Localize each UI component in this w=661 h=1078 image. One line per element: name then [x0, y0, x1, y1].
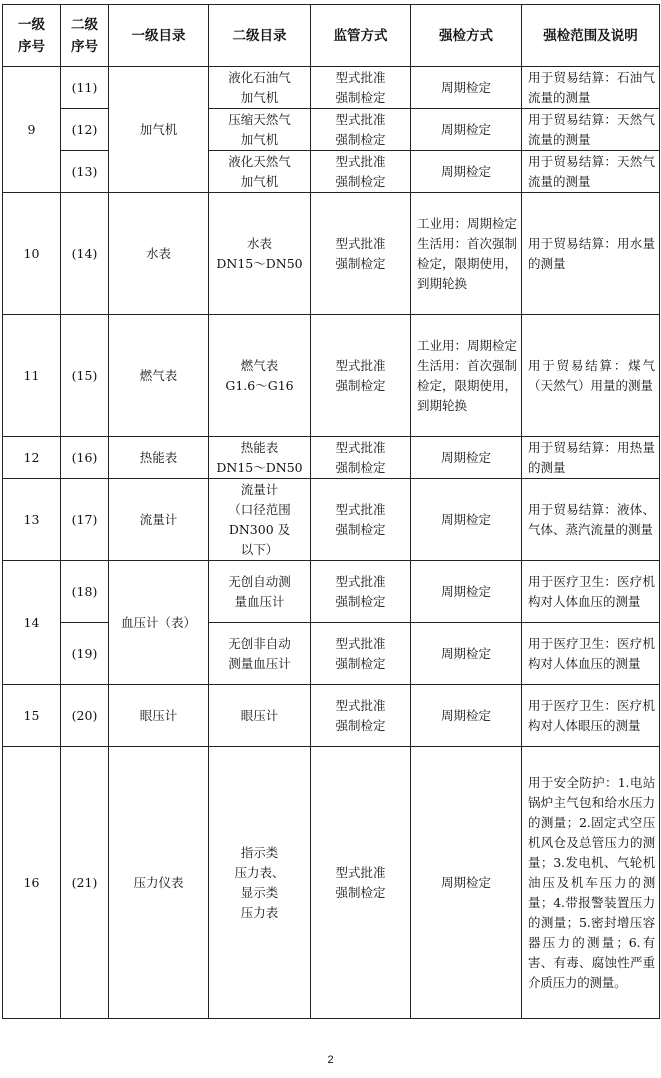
l2-cat: 无创非自动 测量血压计 — [209, 623, 311, 685]
inspection: 周期检定 — [411, 67, 522, 109]
l2-no: (18) — [61, 561, 109, 623]
supervision: 型式批准 强制检定 — [311, 479, 411, 561]
l2-cat: 眼压计 — [209, 685, 311, 747]
scope: 用于安全防护：1.电站锅炉主气包和给水压力的测量；2.固定式空压机风仓及总管压力的测量；3.发电机、气轮机油压及机车压力的测量；4.带报警装置压力的测量；5.密封增压容器压力的测量；6.有害、有毒、腐蚀性严重介质压力的测量。 — [522, 747, 660, 1019]
table-row — [3, 747, 660, 1019]
supervision: 型式批准 强制检定 — [311, 561, 411, 623]
l1-no: 9 — [3, 67, 61, 193]
inspection: 周期检定 — [411, 561, 522, 623]
scope: 用于医疗卫生：医疗机构对人体血压的测量 — [522, 623, 660, 685]
l1-cat: 血压计（表） — [109, 561, 209, 685]
scope: 用于医疗卫生：医疗机构对人体血压的测量 — [522, 561, 660, 623]
l2-no: (13) — [61, 151, 109, 193]
l1-no: 16 — [3, 747, 61, 1019]
l2-no: (20) — [61, 685, 109, 747]
l1-cat: 热能表 — [109, 437, 209, 479]
l1-cat: 燃气表 — [109, 315, 209, 437]
l1-cat: 水表 — [109, 193, 209, 315]
table-row — [3, 623, 660, 685]
scope: 用于贸易结算：天然气流量的测量 — [522, 109, 660, 151]
table-row — [3, 561, 660, 623]
table-row — [3, 479, 660, 561]
inspection: 周期检定 — [411, 151, 522, 193]
l2-no: (14) — [61, 193, 109, 315]
supervision: 型式批准 强制检定 — [311, 437, 411, 479]
scope: 用于贸易结算：天然气流量的测量 — [522, 151, 660, 193]
l2-cat: 压缩天然气 加气机 — [209, 109, 311, 151]
l2-cat: 水表 DN15～DN50 — [209, 193, 311, 315]
inspection: 周期检定 — [411, 437, 522, 479]
header-l2-no: 二级 序号 — [61, 5, 109, 67]
l2-no: (21) — [61, 747, 109, 1019]
supervision: 型式批准 强制检定 — [311, 109, 411, 151]
instrument-catalog-table — [2, 4, 660, 1019]
table-row — [3, 67, 660, 109]
scope: 用于贸易结算：液体、气体、蒸汽流量的测量 — [522, 479, 660, 561]
header-inspection: 强检方式 — [411, 5, 522, 67]
supervision: 型式批准 强制检定 — [311, 623, 411, 685]
l2-cat: 指示类 压力表、 显示类 压力表 — [209, 747, 311, 1019]
l2-cat: 流量计 （口径范围 DN300 及 以下） — [209, 479, 311, 561]
supervision: 型式批准 强制检定 — [311, 685, 411, 747]
header-l1-cat: 一级目录 — [109, 5, 209, 67]
l1-no: 11 — [3, 315, 61, 437]
supervision: 型式批准 强制检定 — [311, 67, 411, 109]
inspection: 周期检定 — [411, 623, 522, 685]
l1-cat: 眼压计 — [109, 685, 209, 747]
scope: 用于贸易结算：用水量的测量 — [522, 193, 660, 315]
table-row — [3, 315, 660, 437]
header-supervision: 监管方式 — [311, 5, 411, 67]
header-scope: 强检范围及说明 — [522, 5, 660, 67]
table-row — [3, 151, 660, 193]
l2-no: (19) — [61, 623, 109, 685]
l2-cat: 液化天然气 加气机 — [209, 151, 311, 193]
supervision: 型式批准 强制检定 — [311, 151, 411, 193]
inspection: 周期检定 — [411, 479, 522, 561]
l2-cat: 热能表 DN15～DN50 — [209, 437, 311, 479]
header-l1-no: 一级 序号 — [3, 5, 61, 67]
scope: 用于贸易结算：用热量的测量 — [522, 437, 660, 479]
l1-no: 12 — [3, 437, 61, 479]
l1-cat: 压力仪表 — [109, 747, 209, 1019]
l2-no: (11) — [61, 67, 109, 109]
inspection: 周期检定 — [411, 685, 522, 747]
supervision: 型式批准 强制检定 — [311, 315, 411, 437]
l2-cat: 无创自动测 量血压计 — [209, 561, 311, 623]
l1-no: 14 — [3, 561, 61, 685]
l1-cat: 流量计 — [109, 479, 209, 561]
table-row — [3, 193, 660, 315]
page-number: 2 — [327, 1054, 334, 1066]
table-row — [3, 437, 660, 479]
l2-cat: 燃气表 G1.6～G16 — [209, 315, 311, 437]
inspection: 工业用：周期检定 生活用：首次强制检定，限期使用，到期轮换 — [411, 315, 522, 437]
l1-no: 13 — [3, 479, 61, 561]
scope: 用于贸易结算：石油气流量的测量 — [522, 67, 660, 109]
table-row — [3, 685, 660, 747]
l2-no: (16) — [61, 437, 109, 479]
supervision: 型式批准 强制检定 — [311, 193, 411, 315]
l1-no: 15 — [3, 685, 61, 747]
l1-no: 10 — [3, 193, 61, 315]
l2-no: (12) — [61, 109, 109, 151]
header-l2-cat: 二级目录 — [209, 5, 311, 67]
l2-cat: 液化石油气 加气机 — [209, 67, 311, 109]
table-row — [3, 109, 660, 151]
scope: 用于医疗卫生：医疗机构对人体眼压的测量 — [522, 685, 660, 747]
inspection: 周期检定 — [411, 747, 522, 1019]
supervision: 型式批准 强制检定 — [311, 747, 411, 1019]
l2-no: (17) — [61, 479, 109, 561]
l2-no: (15) — [61, 315, 109, 437]
table-header-row — [3, 5, 660, 67]
inspection: 周期检定 — [411, 109, 522, 151]
inspection: 工业用：周期检定 生活用：首次强制检定，限期使用，到期轮换 — [411, 193, 522, 315]
l1-cat: 加气机 — [109, 67, 209, 193]
scope: 用于贸易结算：煤气（天然气）用量的测量 — [522, 315, 660, 437]
